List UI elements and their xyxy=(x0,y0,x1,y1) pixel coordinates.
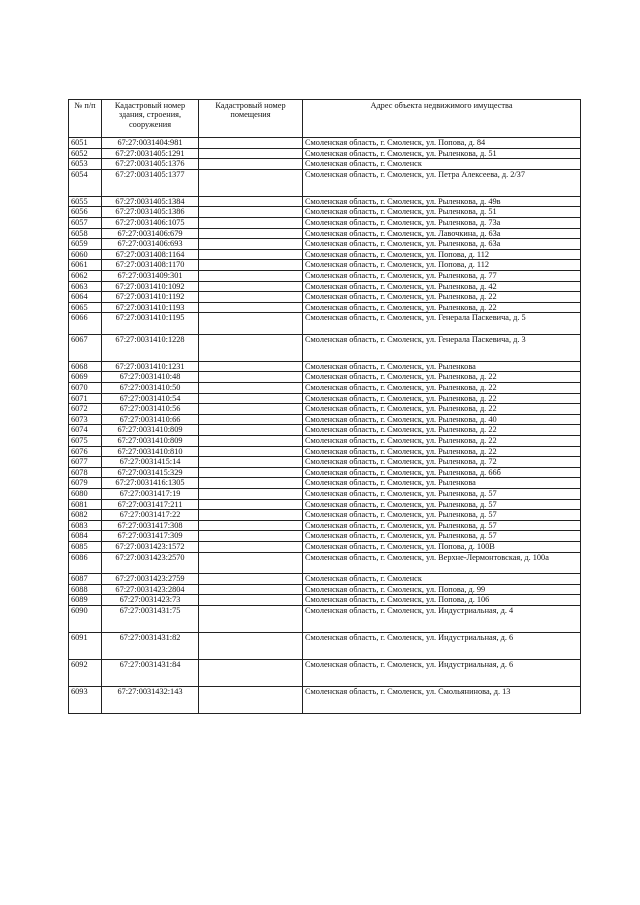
building-cadastral-number: 67:27:0031408:1170 xyxy=(102,260,199,271)
building-cadastral-number: 67:27:0031432:143 xyxy=(102,686,199,713)
row-number: 6072 xyxy=(69,404,102,415)
row-number: 6059 xyxy=(69,239,102,250)
row-number: 6071 xyxy=(69,393,102,404)
room-cadastral-number xyxy=(199,404,303,415)
building-cadastral-number: 67:27:0031423:73 xyxy=(102,595,199,606)
row-number: 6074 xyxy=(69,425,102,436)
row-number: 6089 xyxy=(69,595,102,606)
building-cadastral-number: 67:27:0031405:1377 xyxy=(102,169,199,196)
object-address: Смоленская область, г. Смоленск, ул. Попова, д. 112 xyxy=(303,249,581,260)
table-row xyxy=(69,217,581,228)
room-cadastral-number xyxy=(199,159,303,170)
row-number: 6081 xyxy=(69,499,102,510)
object-address: Смоленская область, г. Смоленск, ул. Рыленкова, д. 57 xyxy=(303,488,581,499)
room-cadastral-number xyxy=(199,574,303,585)
row-number: 6080 xyxy=(69,488,102,499)
row-number: 6056 xyxy=(69,207,102,218)
room-cadastral-number xyxy=(199,196,303,207)
row-number: 6092 xyxy=(69,659,102,686)
row-number: 6090 xyxy=(69,605,102,632)
building-cadastral-number: 67:27:0031423:1572 xyxy=(102,541,199,552)
table-row xyxy=(69,302,581,313)
building-cadastral-number: 67:27:0031431:84 xyxy=(102,659,199,686)
room-cadastral-number xyxy=(199,659,303,686)
room-cadastral-number xyxy=(199,281,303,292)
table-row xyxy=(69,148,581,159)
table-row xyxy=(69,457,581,468)
registry-sheet xyxy=(68,99,580,714)
object-address: Смоленская область, г. Смоленск, ул. Генерала Паскевича, д. 3 xyxy=(303,334,581,361)
building-cadastral-number: 67:27:0031405:1376 xyxy=(102,159,199,170)
header-building-cadastral: Кадастровый номер здания, строения, сооружения xyxy=(102,100,199,138)
building-cadastral-number: 67:27:0031423:2570 xyxy=(102,552,199,574)
building-cadastral-number: 67:27:0031404:981 xyxy=(102,138,199,149)
row-number: 6077 xyxy=(69,457,102,468)
room-cadastral-number xyxy=(199,531,303,542)
building-cadastral-number: 67:27:0031410:809 xyxy=(102,425,199,436)
room-cadastral-number xyxy=(199,499,303,510)
building-cadastral-number: 67:27:0031410:56 xyxy=(102,404,199,415)
object-address: Смоленская область, г. Смоленск, ул. Рыленкова, д. 72 xyxy=(303,457,581,468)
row-number: 6086 xyxy=(69,552,102,574)
table-header-row xyxy=(69,100,581,138)
table-row xyxy=(69,435,581,446)
object-address: Смоленская область, г. Смоленск xyxy=(303,159,581,170)
table-row xyxy=(69,510,581,521)
building-cadastral-number: 67:27:0031410:1192 xyxy=(102,292,199,303)
header-num: № п/п xyxy=(69,100,102,138)
room-cadastral-number xyxy=(199,686,303,713)
table-row xyxy=(69,361,581,372)
room-cadastral-number xyxy=(199,584,303,595)
row-number: 6051 xyxy=(69,138,102,149)
room-cadastral-number xyxy=(199,478,303,489)
header-address: Адрес объекта недвижимого имущества xyxy=(303,100,581,138)
row-number: 6078 xyxy=(69,467,102,478)
object-address: Смоленская область, г. Смоленск, ул. Рыленкова, д. 63а xyxy=(303,239,581,250)
room-cadastral-number xyxy=(199,148,303,159)
object-address: Смоленская область, г. Смоленск, ул. Попова, д. 100В xyxy=(303,541,581,552)
room-cadastral-number xyxy=(199,383,303,394)
room-cadastral-number xyxy=(199,138,303,149)
row-number: 6068 xyxy=(69,361,102,372)
room-cadastral-number xyxy=(199,207,303,218)
table-row xyxy=(69,686,581,713)
table-row xyxy=(69,488,581,499)
object-address: Смоленская область, г. Смоленск, ул. Рыленкова, д. 40 xyxy=(303,414,581,425)
table-row xyxy=(69,425,581,436)
object-address: Смоленская область, г. Смоленск, ул. Верхне-Лермонтовская, д. 100а xyxy=(303,552,581,574)
room-cadastral-number xyxy=(199,372,303,383)
row-number: 6060 xyxy=(69,249,102,260)
table-row xyxy=(69,531,581,542)
building-cadastral-number: 67:27:0031406:693 xyxy=(102,239,199,250)
room-cadastral-number xyxy=(199,292,303,303)
room-cadastral-number xyxy=(199,425,303,436)
table-row xyxy=(69,138,581,149)
table-row xyxy=(69,207,581,218)
room-cadastral-number xyxy=(199,595,303,606)
room-cadastral-number xyxy=(199,228,303,239)
object-address: Смоленская область, г. Смоленск, ул. Рыленкова, д. 51 xyxy=(303,148,581,159)
room-cadastral-number xyxy=(199,217,303,228)
table-row xyxy=(69,446,581,457)
row-number: 6061 xyxy=(69,260,102,271)
room-cadastral-number xyxy=(199,605,303,632)
building-cadastral-number: 67:27:0031416:1305 xyxy=(102,478,199,489)
row-number: 6085 xyxy=(69,541,102,552)
table-row xyxy=(69,292,581,303)
table-row xyxy=(69,169,581,196)
table-row xyxy=(69,196,581,207)
row-number: 6066 xyxy=(69,313,102,335)
building-cadastral-number: 67:27:0031410:1092 xyxy=(102,281,199,292)
building-cadastral-number: 67:27:0031417:308 xyxy=(102,520,199,531)
object-address: Смоленская область, г. Смоленск, ул. Рыленкова, д. 22 xyxy=(303,393,581,404)
table-row xyxy=(69,249,581,260)
room-cadastral-number xyxy=(199,541,303,552)
object-address: Смоленская область, г. Смоленск, ул. Рыленкова, д. 22 xyxy=(303,302,581,313)
object-address: Смоленская область, г. Смоленск, ул. Смольянинова, д. 13 xyxy=(303,686,581,713)
object-address: Смоленская область, г. Смоленск, ул. Индустриальная, д. 4 xyxy=(303,605,581,632)
table-row xyxy=(69,404,581,415)
room-cadastral-number xyxy=(199,632,303,659)
room-cadastral-number xyxy=(199,334,303,361)
row-number: 6091 xyxy=(69,632,102,659)
room-cadastral-number xyxy=(199,169,303,196)
room-cadastral-number xyxy=(199,552,303,574)
object-address: Смоленская область, г. Смоленск, ул. Рыленкова, д. 57 xyxy=(303,520,581,531)
building-cadastral-number: 67:27:0031417:211 xyxy=(102,499,199,510)
object-address: Смоленская область, г. Смоленск, ул. Рыленкова, д. 22 xyxy=(303,383,581,394)
object-address: Смоленская область, г. Смоленск, ул. Рыленкова, д. 51 xyxy=(303,207,581,218)
object-address: Смоленская область, г. Смоленск, ул. Индустриальная, д. 6 xyxy=(303,659,581,686)
row-number: 6076 xyxy=(69,446,102,457)
object-address: Смоленская область, г. Смоленск, ул. Рыленкова, д. 57 xyxy=(303,499,581,510)
row-number: 6069 xyxy=(69,372,102,383)
object-address: Смоленская область, г. Смоленск, ул. Попова, д. 84 xyxy=(303,138,581,149)
object-address: Смоленская область, г. Смоленск, ул. Рыленкова, д. 22 xyxy=(303,435,581,446)
room-cadastral-number xyxy=(199,457,303,468)
table-row xyxy=(69,595,581,606)
registry-table xyxy=(68,99,581,714)
building-cadastral-number: 67:27:0031423:2759 xyxy=(102,574,199,585)
row-number: 6073 xyxy=(69,414,102,425)
building-cadastral-number: 67:27:0031405:1384 xyxy=(102,196,199,207)
room-cadastral-number xyxy=(199,435,303,446)
room-cadastral-number xyxy=(199,510,303,521)
table-row xyxy=(69,372,581,383)
object-address: Смоленская область, г. Смоленск, ул. Рыленкова, д. 57 xyxy=(303,531,581,542)
building-cadastral-number: 67:27:0031408:1164 xyxy=(102,249,199,260)
building-cadastral-number: 67:27:0031410:1193 xyxy=(102,302,199,313)
object-address: Смоленская область, г. Смоленск, ул. Рыленкова, д. 73а xyxy=(303,217,581,228)
row-number: 6082 xyxy=(69,510,102,521)
building-cadastral-number: 67:27:0031410:66 xyxy=(102,414,199,425)
table-row xyxy=(69,383,581,394)
table-row xyxy=(69,632,581,659)
row-number: 6067 xyxy=(69,334,102,361)
table-row xyxy=(69,467,581,478)
building-cadastral-number: 67:27:0031406:1075 xyxy=(102,217,199,228)
row-number: 6093 xyxy=(69,686,102,713)
row-number: 6065 xyxy=(69,302,102,313)
table-row xyxy=(69,414,581,425)
row-number: 6062 xyxy=(69,270,102,281)
object-address: Смоленская область, г. Смоленск, ул. Рыленкова, д. 22 xyxy=(303,446,581,457)
table-row xyxy=(69,334,581,361)
row-number: 6079 xyxy=(69,478,102,489)
room-cadastral-number xyxy=(199,414,303,425)
room-cadastral-number xyxy=(199,361,303,372)
table-row xyxy=(69,159,581,170)
table-row xyxy=(69,239,581,250)
object-address: Смоленская область, г. Смоленск, ул. Генерала Паскевича, д. 5 xyxy=(303,313,581,335)
building-cadastral-number: 67:27:0031417:22 xyxy=(102,510,199,521)
object-address: Смоленская область, г. Смоленск, ул. Попова, д. 106 xyxy=(303,595,581,606)
object-address: Смоленская область, г. Смоленск, ул. Рыленкова xyxy=(303,361,581,372)
object-address: Смоленская область, г. Смоленск, ул. Индустриальная, д. 6 xyxy=(303,632,581,659)
object-address: Смоленская область, г. Смоленск, ул. Попова, д. 112 xyxy=(303,260,581,271)
object-address: Смоленская область, г. Смоленск, ул. Рыленкова xyxy=(303,478,581,489)
table-body xyxy=(69,138,581,714)
table-row xyxy=(69,260,581,271)
building-cadastral-number: 67:27:0031405:1386 xyxy=(102,207,199,218)
row-number: 6054 xyxy=(69,169,102,196)
building-cadastral-number: 67:27:0031410:48 xyxy=(102,372,199,383)
row-number: 6075 xyxy=(69,435,102,446)
object-address: Смоленская область, г. Смоленск, ул. Рыленкова, д. 22 xyxy=(303,425,581,436)
room-cadastral-number xyxy=(199,302,303,313)
object-address: Смоленская область, г. Смоленск, ул. Лавочкина, д. 63а xyxy=(303,228,581,239)
room-cadastral-number xyxy=(199,393,303,404)
building-cadastral-number: 67:27:0031417:309 xyxy=(102,531,199,542)
row-number: 6083 xyxy=(69,520,102,531)
building-cadastral-number: 67:27:0031410:1231 xyxy=(102,361,199,372)
object-address: Смоленская область, г. Смоленск, ул. Рыленкова, д. 22 xyxy=(303,372,581,383)
table-row xyxy=(69,478,581,489)
building-cadastral-number: 67:27:0031431:82 xyxy=(102,632,199,659)
object-address: Смоленская область, г. Смоленск, ул. Рыленкова, д. 57 xyxy=(303,510,581,521)
object-address: Смоленская область, г. Смоленск, ул. Рыленкова, д. 77 xyxy=(303,270,581,281)
room-cadastral-number xyxy=(199,270,303,281)
room-cadastral-number xyxy=(199,488,303,499)
room-cadastral-number xyxy=(199,239,303,250)
building-cadastral-number: 67:27:0031410:1228 xyxy=(102,334,199,361)
building-cadastral-number: 67:27:0031410:50 xyxy=(102,383,199,394)
row-number: 6063 xyxy=(69,281,102,292)
table-row xyxy=(69,552,581,574)
building-cadastral-number: 67:27:0031409:301 xyxy=(102,270,199,281)
object-address: Смоленская область, г. Смоленск, ул. Рыленкова, д. 49в xyxy=(303,196,581,207)
table-row xyxy=(69,313,581,335)
building-cadastral-number: 67:27:0031431:75 xyxy=(102,605,199,632)
header-room-cadastral: Кадастровый номер помещения xyxy=(199,100,303,138)
table-row xyxy=(69,541,581,552)
building-cadastral-number: 67:27:0031410:54 xyxy=(102,393,199,404)
building-cadastral-number: 67:27:0031410:809 xyxy=(102,435,199,446)
building-cadastral-number: 67:27:0031423:2804 xyxy=(102,584,199,595)
row-number: 6057 xyxy=(69,217,102,228)
row-number: 6053 xyxy=(69,159,102,170)
building-cadastral-number: 67:27:0031405:1291 xyxy=(102,148,199,159)
table-row xyxy=(69,499,581,510)
building-cadastral-number: 67:27:0031415:329 xyxy=(102,467,199,478)
room-cadastral-number xyxy=(199,467,303,478)
table-row xyxy=(69,584,581,595)
object-address: Смоленская область, г. Смоленск, ул. Рыленкова, д. 22 xyxy=(303,404,581,415)
table-row xyxy=(69,605,581,632)
building-cadastral-number: 67:27:0031406:679 xyxy=(102,228,199,239)
object-address: Смоленская область, г. Смоленск, ул. Попова, д. 99 xyxy=(303,584,581,595)
table-row xyxy=(69,228,581,239)
row-number: 6055 xyxy=(69,196,102,207)
room-cadastral-number xyxy=(199,446,303,457)
table-row xyxy=(69,574,581,585)
object-address: Смоленская область, г. Смоленск, ул. Петра Алексеева, д. 2/37 xyxy=(303,169,581,196)
object-address: Смоленская область, г. Смоленск, ул. Рыленкова, д. 66б xyxy=(303,467,581,478)
building-cadastral-number: 67:27:0031415:14 xyxy=(102,457,199,468)
table-row xyxy=(69,659,581,686)
table-row xyxy=(69,270,581,281)
room-cadastral-number xyxy=(199,249,303,260)
room-cadastral-number xyxy=(199,313,303,335)
object-address: Смоленская область, г. Смоленск, ул. Рыленкова, д. 42 xyxy=(303,281,581,292)
row-number: 6087 xyxy=(69,574,102,585)
table-row xyxy=(69,281,581,292)
building-cadastral-number: 67:27:0031410:810 xyxy=(102,446,199,457)
table-row xyxy=(69,520,581,531)
room-cadastral-number xyxy=(199,520,303,531)
row-number: 6064 xyxy=(69,292,102,303)
table-row xyxy=(69,393,581,404)
row-number: 6084 xyxy=(69,531,102,542)
row-number: 6088 xyxy=(69,584,102,595)
room-cadastral-number xyxy=(199,260,303,271)
building-cadastral-number: 67:27:0031410:1195 xyxy=(102,313,199,335)
row-number: 6052 xyxy=(69,148,102,159)
building-cadastral-number: 67:27:0031417:19 xyxy=(102,488,199,499)
object-address: Смоленская область, г. Смоленск xyxy=(303,574,581,585)
object-address: Смоленская область, г. Смоленск, ул. Рыленкова, д. 22 xyxy=(303,292,581,303)
row-number: 6058 xyxy=(69,228,102,239)
row-number: 6070 xyxy=(69,383,102,394)
